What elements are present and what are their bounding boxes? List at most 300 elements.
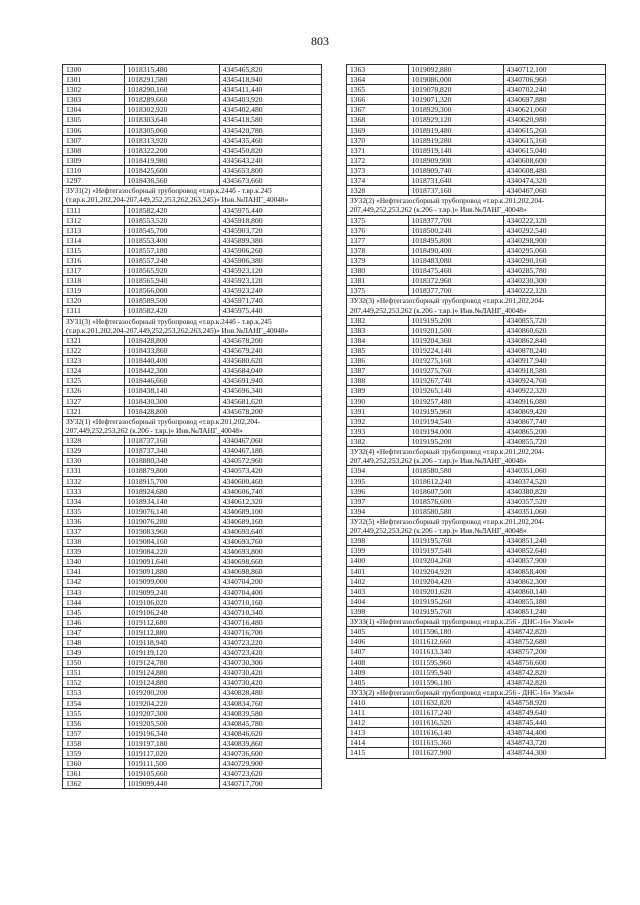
point-number-cell: 1354 xyxy=(63,698,125,708)
table-row xyxy=(347,276,606,286)
point-number-cell: 1323 xyxy=(63,356,125,366)
point-number-cell: 1377 xyxy=(347,235,409,245)
table-row xyxy=(63,145,322,155)
point-number-cell: 1370 xyxy=(347,135,409,145)
y-coordinate-cell: 4340860,140 xyxy=(503,586,605,596)
y-coordinate-cell: 4340693,640 xyxy=(219,526,321,536)
x-coordinate-cell: 1018446,660 xyxy=(124,376,219,386)
point-number-cell: 1331 xyxy=(63,466,125,476)
point-number-cell: 1398 xyxy=(347,606,409,616)
point-number-cell: 1378 xyxy=(347,245,409,255)
table-row xyxy=(347,748,606,758)
table-row xyxy=(347,235,606,245)
x-coordinate-cell: 1018576,600 xyxy=(408,496,503,506)
y-coordinate-cell: 4345678,200 xyxy=(219,335,321,345)
point-number-cell: 1340 xyxy=(63,557,125,567)
y-coordinate-cell: 4345971,740 xyxy=(219,296,321,306)
point-number-cell: 1361 xyxy=(63,769,125,779)
point-number-cell: 1352 xyxy=(63,678,125,688)
y-coordinate-cell: 4345403,920 xyxy=(219,95,321,105)
table-row xyxy=(63,769,322,779)
point-number-cell: 1405 xyxy=(347,677,409,687)
x-coordinate-cell: 1019267,740 xyxy=(408,376,503,386)
x-coordinate-cell: 1018919,280 xyxy=(408,135,503,145)
point-number-cell: 1407 xyxy=(347,647,409,657)
y-coordinate-cell: 4340615,160 xyxy=(503,135,605,145)
x-coordinate-cell: 1018909,740 xyxy=(408,165,503,175)
y-coordinate-cell: 4340865,200 xyxy=(503,426,605,436)
y-coordinate-cell: 4340351,060 xyxy=(503,466,605,476)
point-number-cell: 1326 xyxy=(63,386,125,396)
x-coordinate-cell: 1019099,240 xyxy=(124,587,219,597)
x-coordinate-cell: 1011596,180 xyxy=(408,627,503,637)
table-row xyxy=(63,75,322,85)
y-coordinate-cell: 4340351,060 xyxy=(503,506,605,516)
x-coordinate-cell: 1019204,920 xyxy=(408,566,503,576)
y-coordinate-cell: 4340698,860 xyxy=(219,567,321,577)
x-coordinate-cell: 1011627,900 xyxy=(408,748,503,758)
x-coordinate-cell: 1018322,200 xyxy=(124,145,219,155)
y-coordinate-cell: 4340851,240 xyxy=(503,606,605,616)
y-coordinate-cell: 4340704,400 xyxy=(219,587,321,597)
x-coordinate-cell: 1019257,480 xyxy=(408,396,503,406)
x-coordinate-cell: 1018553,520 xyxy=(124,215,219,225)
y-coordinate-cell: 4348742,820 xyxy=(503,627,605,637)
table-row xyxy=(347,215,606,225)
point-number-cell: 1395 xyxy=(347,476,409,486)
x-coordinate-cell: 1019091,640 xyxy=(124,557,219,567)
point-number-cell: 1398 xyxy=(347,536,409,546)
y-coordinate-cell: 4345418,580 xyxy=(219,115,321,125)
x-coordinate-cell: 1018315,480 xyxy=(124,65,219,75)
x-coordinate-cell: 1019091,880 xyxy=(124,567,219,577)
y-coordinate-cell: 4340702,240 xyxy=(503,85,605,95)
table-row xyxy=(63,577,322,587)
x-coordinate-cell: 1018475,460 xyxy=(408,266,503,276)
point-number-cell: 1306 xyxy=(63,125,125,135)
x-coordinate-cell: 1018440,400 xyxy=(124,356,219,366)
x-coordinate-cell: 1019124,780 xyxy=(124,658,219,668)
x-coordinate-cell: 1018377,700 xyxy=(408,215,503,225)
table-row xyxy=(347,596,606,606)
section-heading-row xyxy=(347,196,606,215)
point-number-cell: 1357 xyxy=(63,728,125,738)
y-coordinate-cell: 4340729,900 xyxy=(219,759,321,769)
x-coordinate-cell: 1018919,140 xyxy=(408,145,503,155)
table-row xyxy=(63,346,322,356)
point-number-cell: 1382 xyxy=(347,315,409,325)
y-coordinate-cell: 4340917,940 xyxy=(503,356,605,366)
table-row xyxy=(63,376,322,386)
x-coordinate-cell: 1019099,440 xyxy=(124,779,219,789)
y-coordinate-cell: 4345975,440 xyxy=(219,306,321,316)
point-number-cell: 1338 xyxy=(63,537,125,547)
point-number-cell: 1408 xyxy=(347,657,409,667)
y-coordinate-cell: 4340851,240 xyxy=(503,536,605,546)
y-coordinate-cell: 4340572,960 xyxy=(219,456,321,466)
x-coordinate-cell: 1019119,120 xyxy=(124,648,219,658)
y-coordinate-cell: 4345678,200 xyxy=(219,406,321,416)
x-coordinate-cell: 1018580,580 xyxy=(408,506,503,516)
table-row xyxy=(347,186,606,196)
x-coordinate-cell: 1018731,640 xyxy=(408,176,503,186)
x-coordinate-cell: 1018880,340 xyxy=(124,456,219,466)
x-coordinate-cell: 1019195,760 xyxy=(408,606,503,616)
table-row xyxy=(347,546,606,556)
x-coordinate-cell: 1018302,920 xyxy=(124,105,219,115)
table-row xyxy=(63,245,322,255)
y-coordinate-cell: 4348744,300 xyxy=(503,748,605,758)
table-row xyxy=(347,496,606,506)
point-number-cell: 1341 xyxy=(63,567,125,577)
table-row xyxy=(63,698,322,708)
y-coordinate-cell: 4340693,800 xyxy=(219,547,321,557)
left-table-body xyxy=(63,65,322,789)
table-row xyxy=(347,416,606,426)
y-coordinate-cell: 4340222,120 xyxy=(503,215,605,225)
point-number-cell: 1342 xyxy=(63,577,125,587)
x-coordinate-cell: 1019118,940 xyxy=(124,638,219,648)
table-row xyxy=(63,466,322,476)
y-coordinate-cell: 4340230,300 xyxy=(503,276,605,286)
point-number-cell: 1335 xyxy=(63,506,125,516)
x-coordinate-cell: 1019194,540 xyxy=(408,416,503,426)
table-row xyxy=(63,256,322,266)
y-coordinate-cell: 4340689,100 xyxy=(219,506,321,516)
y-coordinate-cell: 4348756,600 xyxy=(503,657,605,667)
point-number-cell: 1346 xyxy=(63,617,125,627)
table-row xyxy=(347,586,606,596)
page-number: 803 xyxy=(311,34,329,48)
point-number-cell: 1410 xyxy=(347,698,409,708)
point-number-cell: 1339 xyxy=(63,547,125,557)
y-coordinate-cell: 4348758,920 xyxy=(503,698,605,708)
x-coordinate-cell: 1018291,580 xyxy=(124,75,219,85)
table-row xyxy=(347,155,606,165)
y-coordinate-cell: 4348743,720 xyxy=(503,738,605,748)
y-coordinate-cell: 4348745,440 xyxy=(503,718,605,728)
point-number-cell: 1311 xyxy=(63,306,125,316)
x-coordinate-cell: 1018430,300 xyxy=(124,396,219,406)
y-coordinate-cell: 4340620,980 xyxy=(503,115,605,125)
table-row xyxy=(63,486,322,496)
section-title: ЗУ33(2) «Нефтегазосборный трубопровод «т.вр.к.256 - ДНС-16» Узел4» xyxy=(347,687,606,697)
point-number-cell: 1330 xyxy=(63,456,125,466)
point-number-cell: 1328 xyxy=(347,186,409,196)
table-row xyxy=(63,276,322,286)
table-row xyxy=(347,536,606,546)
table-row xyxy=(63,617,322,627)
table-row xyxy=(347,105,606,115)
table-row xyxy=(347,466,606,476)
point-number-cell: 1406 xyxy=(347,637,409,647)
x-coordinate-cell: 1019201,620 xyxy=(408,586,503,596)
section-heading-row xyxy=(347,687,606,697)
table-row xyxy=(63,506,322,516)
y-coordinate-cell: 4345411,440 xyxy=(219,85,321,95)
x-coordinate-cell: 1018566,000 xyxy=(124,286,219,296)
x-coordinate-cell: 1019086,000 xyxy=(408,75,503,85)
x-coordinate-cell: 1019076,140 xyxy=(124,506,219,516)
point-number-cell: 1379 xyxy=(347,256,409,266)
point-number-cell: 1313 xyxy=(63,225,125,235)
x-coordinate-cell: 1018612,240 xyxy=(408,476,503,486)
section-title: ЗУ33(1) «Нефтегазосборный трубопровод «т.вр.к.256 - ДНС-16» Узел4» xyxy=(347,617,606,627)
y-coordinate-cell: 4340918,580 xyxy=(503,366,605,376)
point-number-cell: 1375 xyxy=(347,286,409,296)
table-row xyxy=(63,526,322,536)
y-coordinate-cell: 4345679,240 xyxy=(219,346,321,356)
table-row xyxy=(63,738,322,748)
y-coordinate-cell: 4348752,680 xyxy=(503,637,605,647)
x-coordinate-cell: 1019204,220 xyxy=(124,698,219,708)
x-coordinate-cell: 1019112,880 xyxy=(124,627,219,637)
y-coordinate-cell: 4340374,520 xyxy=(503,476,605,486)
y-coordinate-cell: 4345465,820 xyxy=(219,65,321,75)
table-row xyxy=(63,648,322,658)
y-coordinate-cell: 4345450,820 xyxy=(219,145,321,155)
x-coordinate-cell: 1011595,940 xyxy=(408,667,503,677)
table-row xyxy=(347,125,606,135)
x-coordinate-cell: 1018303,640 xyxy=(124,115,219,125)
point-number-cell: 1362 xyxy=(63,779,125,789)
point-number-cell: 1302 xyxy=(63,85,125,95)
point-number-cell: 1367 xyxy=(347,105,409,115)
y-coordinate-cell: 4340922,320 xyxy=(503,386,605,396)
section-heading-row xyxy=(347,516,606,535)
point-number-cell: 1333 xyxy=(63,486,125,496)
point-number-cell: 1390 xyxy=(347,396,409,406)
x-coordinate-cell: 1018553,400 xyxy=(124,235,219,245)
y-coordinate-cell: 4345402,480 xyxy=(219,105,321,115)
right-coordinate-table xyxy=(346,64,606,759)
y-coordinate-cell: 4340916,080 xyxy=(503,396,605,406)
table-row xyxy=(347,75,606,85)
table-row xyxy=(347,225,606,235)
table-row xyxy=(63,627,322,637)
point-number-cell: 1329 xyxy=(63,446,125,456)
y-coordinate-cell: 4340857,900 xyxy=(503,556,605,566)
x-coordinate-cell: 1019197,180 xyxy=(124,738,219,748)
x-coordinate-cell: 1019195,200 xyxy=(408,436,503,446)
x-coordinate-cell: 1019076,280 xyxy=(124,516,219,526)
table-row xyxy=(63,335,322,345)
y-coordinate-cell: 4340723,420 xyxy=(219,648,321,658)
x-coordinate-cell: 1018490,400 xyxy=(408,245,503,255)
x-coordinate-cell: 1019092,880 xyxy=(408,65,503,75)
point-number-cell: 1394 xyxy=(347,466,409,476)
point-number-cell: 1344 xyxy=(63,597,125,607)
y-coordinate-cell: 4340710,340 xyxy=(219,607,321,617)
y-coordinate-cell: 4340474,320 xyxy=(503,176,605,186)
point-number-cell: 1334 xyxy=(63,496,125,506)
y-coordinate-cell: 4340862,840 xyxy=(503,335,605,345)
point-number-cell: 1391 xyxy=(347,406,409,416)
y-coordinate-cell: 4340697,880 xyxy=(503,95,605,105)
point-number-cell: 1336 xyxy=(63,516,125,526)
x-coordinate-cell: 1018879,800 xyxy=(124,466,219,476)
table-row xyxy=(347,486,606,496)
y-coordinate-cell: 4340834,760 xyxy=(219,698,321,708)
y-coordinate-cell: 4348744,400 xyxy=(503,728,605,738)
point-number-cell: 1350 xyxy=(63,658,125,668)
point-number-cell: 1345 xyxy=(63,607,125,617)
table-row xyxy=(63,537,322,547)
y-coordinate-cell: 4345906,380 xyxy=(219,256,321,266)
table-row xyxy=(347,245,606,255)
y-coordinate-cell: 4345923,120 xyxy=(219,266,321,276)
table-row xyxy=(63,85,322,95)
y-coordinate-cell: 4340706,960 xyxy=(503,75,605,85)
point-number-cell: 1393 xyxy=(347,426,409,436)
section-heading-row xyxy=(63,416,322,435)
x-coordinate-cell: 1018565,920 xyxy=(124,266,219,276)
point-number-cell: 1376 xyxy=(347,225,409,235)
table-row xyxy=(347,396,606,406)
table-row xyxy=(63,718,322,728)
y-coordinate-cell: 4340860,620 xyxy=(503,325,605,335)
table-row xyxy=(347,637,606,647)
table-row xyxy=(347,728,606,738)
x-coordinate-cell: 1018915,700 xyxy=(124,476,219,486)
point-number-cell: 1369 xyxy=(347,125,409,135)
table-row xyxy=(347,256,606,266)
point-number-cell: 1297 xyxy=(63,176,125,186)
x-coordinate-cell: 1019207,300 xyxy=(124,708,219,718)
x-coordinate-cell: 1011616,140 xyxy=(408,728,503,738)
point-number-cell: 1303 xyxy=(63,95,125,105)
table-row xyxy=(63,356,322,366)
table-row xyxy=(63,587,322,597)
y-coordinate-cell: 4340855,720 xyxy=(503,315,605,325)
y-coordinate-cell: 4345420,780 xyxy=(219,125,321,135)
y-coordinate-cell: 4340878,240 xyxy=(503,346,605,356)
x-coordinate-cell: 1019197,540 xyxy=(408,546,503,556)
x-coordinate-cell: 1018737,340 xyxy=(124,446,219,456)
point-number-cell: 1319 xyxy=(63,286,125,296)
y-coordinate-cell: 4340290,160 xyxy=(503,256,605,266)
table-row xyxy=(63,476,322,486)
x-coordinate-cell: 1019111,500 xyxy=(124,759,219,769)
point-number-cell: 1386 xyxy=(347,356,409,366)
table-row xyxy=(63,286,322,296)
y-coordinate-cell: 4340712,100 xyxy=(503,65,605,75)
point-number-cell: 1373 xyxy=(347,165,409,175)
table-row xyxy=(63,266,322,276)
y-coordinate-cell: 4340730,420 xyxy=(219,668,321,678)
point-number-cell: 1374 xyxy=(347,176,409,186)
table-row xyxy=(63,496,322,506)
point-number-cell: 1314 xyxy=(63,235,125,245)
x-coordinate-cell: 1019196,340 xyxy=(124,728,219,738)
table-row xyxy=(63,306,322,316)
x-coordinate-cell: 1018289,660 xyxy=(124,95,219,105)
x-coordinate-cell: 1019275,160 xyxy=(408,356,503,366)
table-row xyxy=(63,396,322,406)
table-row xyxy=(347,65,606,75)
table-row xyxy=(63,235,322,245)
y-coordinate-cell: 4340573,420 xyxy=(219,466,321,476)
table-row xyxy=(63,678,322,688)
table-row xyxy=(63,205,322,215)
x-coordinate-cell: 1019112,680 xyxy=(124,617,219,627)
y-coordinate-cell: 4340698,660 xyxy=(219,557,321,567)
point-number-cell: 1307 xyxy=(63,135,125,145)
point-number-cell: 1384 xyxy=(347,335,409,345)
point-number-cell: 1320 xyxy=(63,296,125,306)
y-coordinate-cell: 4340846,620 xyxy=(219,728,321,738)
x-coordinate-cell: 1019204,420 xyxy=(408,576,503,586)
x-coordinate-cell: 1018433,860 xyxy=(124,346,219,356)
y-coordinate-cell: 4348757,200 xyxy=(503,647,605,657)
table-row xyxy=(63,125,322,135)
point-number-cell: 1389 xyxy=(347,386,409,396)
x-coordinate-cell: 1018377,700 xyxy=(408,286,503,296)
point-number-cell: 1368 xyxy=(347,115,409,125)
table-row xyxy=(347,286,606,296)
point-number-cell: 1321 xyxy=(63,335,125,345)
y-coordinate-cell: 4340380,820 xyxy=(503,486,605,496)
x-coordinate-cell: 1019124,880 xyxy=(124,678,219,688)
y-coordinate-cell: 4340621,060 xyxy=(503,105,605,115)
y-coordinate-cell: 4340716,480 xyxy=(219,617,321,627)
y-coordinate-cell: 4345680,620 xyxy=(219,356,321,366)
point-number-cell: 1415 xyxy=(347,748,409,758)
y-coordinate-cell: 4340615,040 xyxy=(503,145,605,155)
x-coordinate-cell: 1019084,160 xyxy=(124,537,219,547)
section-title: ЗУ32(5) «Нефтегазосборный трубопровод «т.вр.к.201,202,204-207,449,252,253,262 (к.206 - т.вр.)» Инв.№ЛАНГ_40048» xyxy=(347,516,606,535)
x-coordinate-cell: 1018500,240 xyxy=(408,225,503,235)
point-number-cell: 1381 xyxy=(347,276,409,286)
y-coordinate-cell: 4340298,900 xyxy=(503,235,605,245)
section-title: ЗУ32(1) «Нефтегазосборный трубопровод «т.вр.к.201,202,204-207,449,252,253,262 (к.206 - т.вр.)» Инв.№ЛАНГ_40048» xyxy=(63,416,322,435)
y-coordinate-cell: 4340710,160 xyxy=(219,597,321,607)
point-number-cell: 1392 xyxy=(347,416,409,426)
table-row xyxy=(347,647,606,657)
point-number-cell: 1349 xyxy=(63,648,125,658)
table-row xyxy=(347,135,606,145)
y-coordinate-cell: 4340600,460 xyxy=(219,476,321,486)
x-coordinate-cell: 1019071,320 xyxy=(408,95,503,105)
y-coordinate-cell: 4345918,800 xyxy=(219,215,321,225)
table-row xyxy=(63,386,322,396)
x-coordinate-cell: 1018305,060 xyxy=(124,125,219,135)
y-coordinate-cell: 4340723,220 xyxy=(219,638,321,648)
x-coordinate-cell: 1018909,900 xyxy=(408,155,503,165)
x-coordinate-cell: 1011632,820 xyxy=(408,698,503,708)
y-coordinate-cell: 4340867,740 xyxy=(503,416,605,426)
table-row xyxy=(63,105,322,115)
table-row xyxy=(347,406,606,416)
table-row xyxy=(347,386,606,396)
table-row xyxy=(347,356,606,366)
table-row xyxy=(347,566,606,576)
point-number-cell: 1305 xyxy=(63,115,125,125)
x-coordinate-cell: 1018582,420 xyxy=(124,306,219,316)
y-coordinate-cell: 4340852,640 xyxy=(503,546,605,556)
table-row xyxy=(63,779,322,789)
point-number-cell: 1414 xyxy=(347,738,409,748)
table-row xyxy=(347,315,606,325)
y-coordinate-cell: 4340839,580 xyxy=(219,708,321,718)
y-coordinate-cell: 4345643,240 xyxy=(219,155,321,165)
point-number-cell: 1316 xyxy=(63,256,125,266)
x-coordinate-cell: 1018607,500 xyxy=(408,486,503,496)
y-coordinate-cell: 4340858,400 xyxy=(503,566,605,576)
table-row xyxy=(347,476,606,486)
point-number-cell: 1300 xyxy=(63,65,125,75)
y-coordinate-cell: 4340736,600 xyxy=(219,749,321,759)
